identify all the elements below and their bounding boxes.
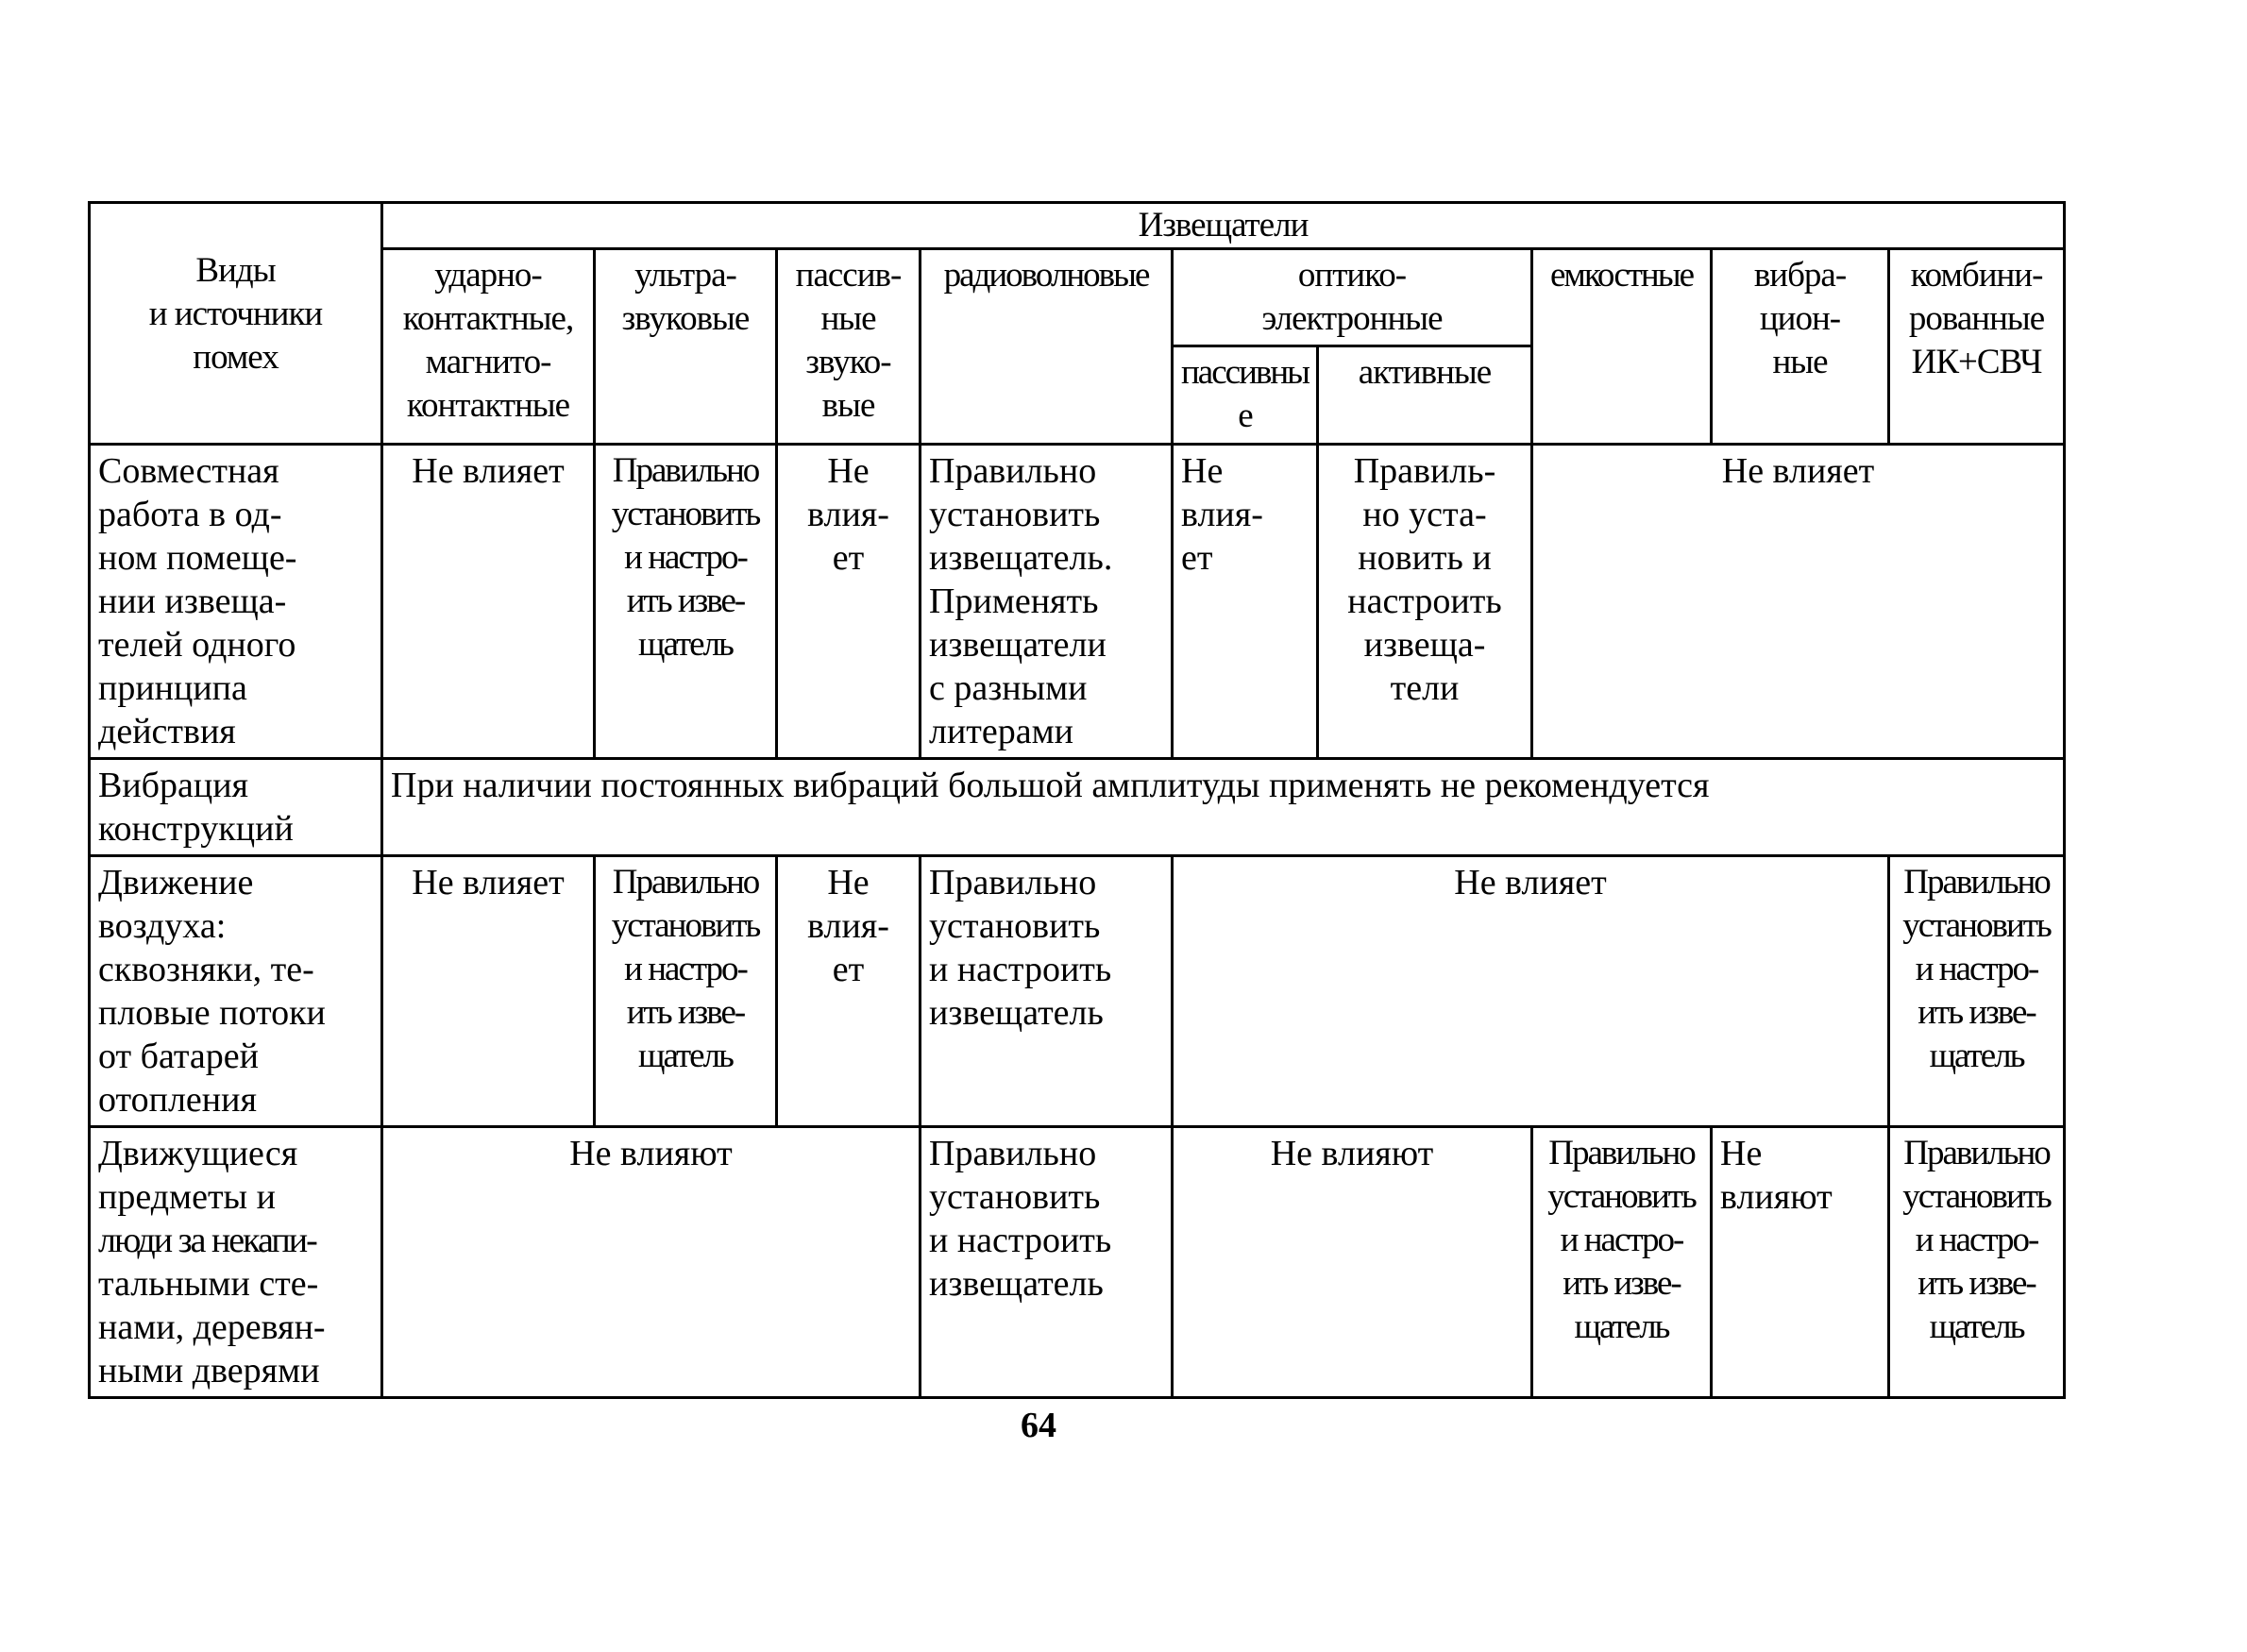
col-header-ultrasonic (595, 249, 777, 445)
cell-text: При наличии постоянных вибраций большой амплитуды применять не рекомендуется (391, 766, 1710, 805)
cell-text: действия (98, 712, 236, 751)
cell-text: Не влияют (1270, 1134, 1434, 1173)
cell-text: извещатели (929, 625, 1107, 665)
header-text: звуко- (805, 343, 891, 381)
cell-text: ить изве- (1563, 1264, 1681, 1303)
cell-text: литерами (929, 712, 1074, 751)
page-number: 64 (1021, 1406, 1056, 1445)
cell-text: влия- (807, 906, 889, 946)
header-row-1 (90, 203, 2065, 249)
row-label (90, 856, 382, 1127)
cell-text: Правильно (612, 451, 759, 490)
col-header-vibration (1712, 249, 1889, 445)
cell-text: но уста- (1362, 495, 1487, 534)
cell-text: и настроить (929, 1221, 1112, 1260)
cell-text: щатель (638, 625, 733, 664)
cell-text: щатель (1929, 1307, 2024, 1346)
cell-text: ить изве- (626, 582, 745, 620)
table-cell (921, 1127, 1173, 1398)
col-header-passive-sound (777, 249, 921, 445)
col-header-optic-passive (1173, 346, 1318, 445)
cell-text: работа в од- (98, 495, 282, 534)
cell-text: установить (929, 495, 1101, 534)
header-text: ные (1772, 343, 1828, 381)
header-text: комбини- (1910, 256, 2043, 295)
header-text: пассивны (1181, 353, 1309, 392)
header-text: магнито- (425, 343, 551, 381)
row-header-cell (90, 203, 382, 445)
table-cell (1173, 1127, 1532, 1398)
cell-text: ет (832, 538, 865, 578)
table-cell (777, 445, 921, 759)
header-text: электронные (1261, 299, 1443, 338)
cell-text: Не влияет (1454, 863, 1607, 902)
cell-text: нии извеща- (98, 582, 287, 621)
group-header-text: Извещатели (1138, 206, 1309, 244)
header-text: рованные (1908, 299, 2045, 338)
header-text: контактные, (402, 299, 574, 338)
cell-text: новить и (1358, 538, 1492, 578)
header-text: и источники (148, 295, 323, 333)
cell-text: воздуха: (98, 906, 227, 946)
table-row (90, 445, 2065, 759)
cell-text: Правильно (1548, 1134, 1695, 1172)
cell-text: ить изве- (1918, 1264, 2036, 1303)
cell-text: щатель (1574, 1307, 1669, 1346)
cell-text: люди за некапи- (98, 1221, 316, 1260)
table-row (90, 856, 2065, 1127)
header-text: Виды (195, 251, 276, 290)
row-label (90, 759, 382, 856)
header-text: вые (821, 386, 875, 425)
cell-text: Правильно (612, 863, 759, 902)
cell-text: установить (929, 906, 1101, 946)
header-text: е (1238, 396, 1252, 435)
cell-text: щатель (638, 1037, 733, 1075)
cell-text: от батарей (98, 1037, 259, 1076)
header-text: ударно- (434, 256, 542, 295)
cell-text: установить (611, 495, 760, 533)
cell-text: конструкций (98, 809, 294, 849)
cell-text: установить (611, 906, 760, 945)
table-cell (595, 445, 777, 759)
cell-text: сквозняки, те- (98, 950, 314, 989)
cell-text: извещатель (929, 993, 1104, 1033)
cell-text: установить (929, 1177, 1101, 1217)
cell-text: настроить (1347, 582, 1502, 621)
header-text: пассив- (795, 256, 902, 295)
header-text: радиоволновые (943, 256, 1149, 295)
table-cell (382, 856, 595, 1127)
cell-text: Не (1181, 451, 1224, 491)
col-header-optic (1173, 249, 1532, 346)
cell-text: Вибрация (98, 766, 249, 805)
table-cell (921, 445, 1173, 759)
cell-text: извеща- (1363, 625, 1486, 665)
cell-text: ет (832, 950, 865, 989)
header-text: ультра- (634, 256, 736, 295)
cell-text: Не влияют (569, 1134, 733, 1173)
col-header-combined (1889, 249, 2065, 445)
cell-text: Не (827, 863, 870, 902)
cell-text: принципа (98, 668, 247, 708)
cell-text: Не влияет (1721, 451, 1875, 491)
cell-text: и настро- (1560, 1221, 1683, 1259)
cell-text: влия- (807, 495, 889, 534)
col-header-radiowave (921, 249, 1173, 445)
cell-text: и настро- (624, 538, 747, 577)
cell-text: установить (1902, 1177, 2051, 1216)
cell-text: и настро- (624, 950, 747, 988)
header-text: ные (820, 299, 876, 338)
cell-text: Не влияет (412, 863, 565, 902)
cell-text: и настроить (929, 950, 1112, 989)
cell-text: Не влияет (412, 451, 565, 491)
cell-text: извещатель. (929, 538, 1113, 578)
cell-text: предметы и (98, 1177, 276, 1217)
cell-text: пловые потоки (98, 993, 326, 1033)
header-text: звуковые (621, 299, 750, 338)
cell-text: влия- (1181, 495, 1263, 534)
cell-text: тальными сте- (98, 1264, 319, 1304)
table-cell (1173, 856, 1889, 1127)
cell-text: нами, деревян- (98, 1307, 326, 1347)
cell-text: ными дверями (98, 1351, 320, 1391)
cell-text: Движение (98, 863, 254, 902)
table-cell (1318, 445, 1532, 759)
cell-text: ить изве- (1918, 993, 2036, 1032)
header-text: емкостные (1549, 256, 1694, 295)
cell-text: ить изве- (626, 993, 745, 1032)
cell-text: щатель (1929, 1037, 2024, 1075)
table-cell (382, 445, 595, 759)
table-row (90, 1127, 2065, 1398)
table-cell (1889, 856, 2065, 1127)
header-text: помех (193, 338, 279, 377)
cell-text: и настро- (1915, 1221, 2038, 1259)
table-cell (1889, 1127, 2065, 1398)
table-cell (1712, 1127, 1889, 1398)
header-row-2 (90, 249, 2065, 346)
header-text: цион- (1759, 299, 1841, 338)
col-header-optic-active (1318, 346, 1532, 445)
interference-table (88, 201, 2066, 1399)
cell-text: установить (1902, 906, 2051, 945)
row-label (90, 445, 382, 759)
table-cell (1173, 445, 1318, 759)
cell-text: тели (1390, 668, 1460, 708)
cell-text: установить (1547, 1177, 1696, 1216)
cell-text: Правильно (1903, 1134, 2050, 1172)
cell-text: Правильно (929, 863, 1097, 902)
header-text: вибра- (1753, 256, 1847, 295)
cell-text: Правильно (929, 451, 1097, 491)
cell-text: Не (1720, 1134, 1763, 1173)
row-label (90, 1127, 382, 1398)
cell-text: влияют (1720, 1177, 1833, 1217)
table-cell (921, 856, 1173, 1127)
table-cell (595, 856, 777, 1127)
cell-text: Правильно (929, 1134, 1097, 1173)
cell-text: телей одного (98, 625, 296, 665)
col-header-shock (382, 249, 595, 445)
col-header-capacitive (1532, 249, 1712, 445)
cell-text: и настро- (1915, 950, 2038, 988)
table-cell (1532, 445, 2065, 759)
cell-text: Не (827, 451, 870, 491)
cell-text: Применять (929, 582, 1099, 621)
header-text: ИК+СВЧ (1911, 343, 2042, 381)
cell-text: отопления (98, 1080, 257, 1120)
cell-text: Движущиеся (98, 1134, 298, 1173)
table-cell (382, 1127, 921, 1398)
cell-text: Совместная (98, 451, 279, 491)
header-text: оптико- (1297, 256, 1407, 295)
table-cell (1532, 1127, 1712, 1398)
cell-text: извещатель (929, 1264, 1104, 1304)
cell-text: Правиль- (1353, 451, 1496, 491)
cell-text: ет (1181, 538, 1213, 578)
header-text: контактные (406, 386, 570, 425)
header-text: активные (1358, 353, 1492, 392)
table-row (90, 759, 2065, 856)
cell-text: ном помеще- (98, 538, 297, 578)
cell-text: с разными (929, 668, 1088, 708)
table-cell (382, 759, 2065, 856)
cell-text: Правильно (1903, 863, 2050, 902)
group-header-cell (382, 203, 2065, 249)
table-cell (777, 856, 921, 1127)
